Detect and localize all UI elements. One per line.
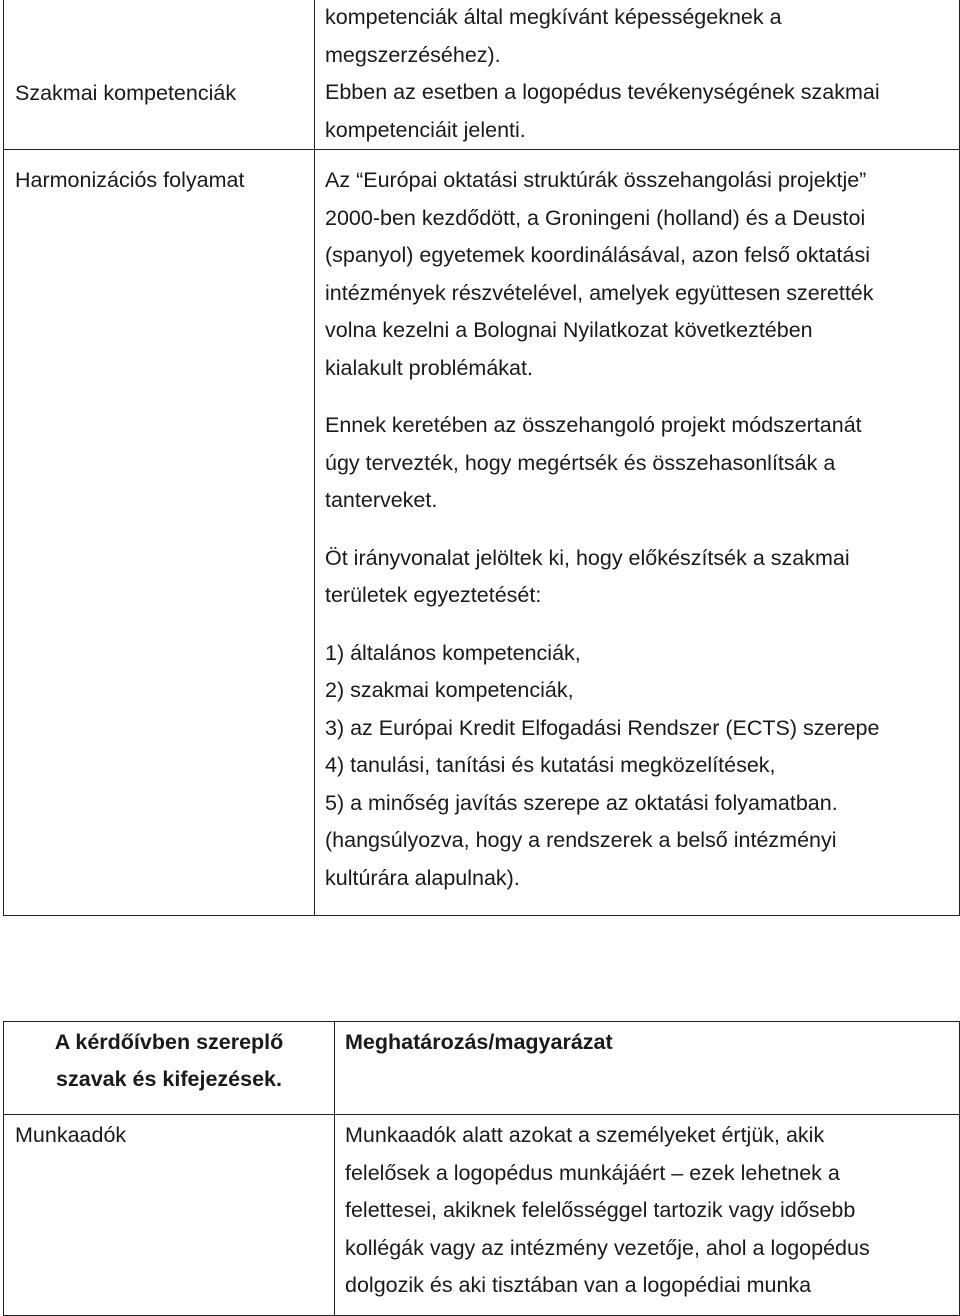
term-cell (4, 1115, 335, 1316)
header-terms-line: szavak és kifejezések. (56, 1067, 282, 1091)
list-item: 3) az Európai Kredit Elfogadási Rendszer (ECTS) szerepe (325, 715, 880, 740)
definition-cell (335, 1115, 960, 1316)
definition-line: Öt irányvonalat jelöltek ki, hogy előkészítsék a szakmai (325, 545, 850, 570)
header-definition: Meghatározás/magyarázat (345, 1030, 613, 1054)
header-terms-line: A kérdőívben szereplő (54, 1030, 284, 1054)
definition-line: Munkaadók alatt azokat a személyeket értjük, akik (345, 1123, 825, 1147)
list-item: 5) a minőség javítás szerepe az oktatási folyamatban. (325, 790, 838, 815)
definition-line: területek egyeztetését: (325, 583, 542, 607)
term-cell (4, 150, 315, 916)
guideline-list (325, 635, 953, 898)
definition-line: felelősek a logopédus munkájáért – ezek lehetnek a (345, 1160, 840, 1185)
term-harmonizacios-folyamat: Harmonizációs folyamat (15, 168, 245, 192)
table-row (4, 1115, 960, 1316)
definition-line: intézmények részvételével, amelyek együttesen szerették (325, 280, 874, 305)
definition-line: felettesei, akiknek felelősséggel tartozik vagy idősebb (345, 1198, 856, 1222)
definition-line: Az “Európai oktatási struktúrák összehangolási projektje” (325, 168, 867, 192)
definition-line: Ennek keretében az összehangoló projekt módszertanát (325, 413, 862, 437)
definition-line: kialakult problémákat. (325, 355, 533, 380)
definition-line: kompetenciák által megkívánt képességeknek a (325, 5, 782, 29)
paragraph-method (325, 407, 953, 520)
term-szakmai-kompetenciak: Szakmai kompetenciák (15, 81, 237, 105)
definition-line: megszerzéséhez). (325, 42, 501, 67)
glossary-table (3, 1021, 960, 1316)
term-munkaadok: Munkaadók (15, 1123, 127, 1147)
definition-line: Ebben az esetben a logopédus tevékenységének szakmai (325, 80, 880, 104)
header-cell-definition (335, 1022, 960, 1115)
definition-line: volna kezelni a Bolognai Nyilatkozat következtében (325, 318, 813, 342)
table-row (4, 150, 960, 916)
definition-line: úgy tervezték, hogy megértsék és összehasonlítsák a (325, 450, 836, 475)
definition-line: kollégák vagy az intézmény vezetője, ahol a logopédus (345, 1235, 870, 1260)
glossary-table-continued (3, 0, 960, 916)
header-cell-terms (4, 1022, 335, 1115)
definition-line: kompetenciáit jelenti. (325, 117, 526, 142)
list-item: 4) tanulási, tanítási és kutatási megközelítések, (325, 753, 776, 777)
definition-cell (315, 150, 960, 916)
list-item: (hangsúlyozva, hogy a rendszerek a belső intézményi (325, 828, 837, 852)
list-item: 1) általános kompetenciák, (325, 640, 581, 665)
definition-cell (315, 0, 960, 150)
list-item: kultúrára alapulnak). (325, 865, 520, 890)
term-cell (4, 0, 315, 150)
paragraph-intro (325, 162, 953, 387)
definition-line: tanterveket. (325, 488, 438, 512)
table-row (4, 0, 960, 150)
definition-line: (spanyol) egyetemek koordinálásával, azon felső oktatási (325, 243, 870, 267)
paragraph-guidelines (325, 540, 953, 615)
list-item: 2) szakmai kompetenciák, (325, 678, 574, 702)
definition-line: dolgozik és aki tisztában van a logopédiai munka (345, 1273, 812, 1297)
table-header-row (4, 1022, 960, 1115)
definition-line: 2000-ben kezdődött, a Groningeni (holland) és a Deustoi (325, 205, 866, 230)
